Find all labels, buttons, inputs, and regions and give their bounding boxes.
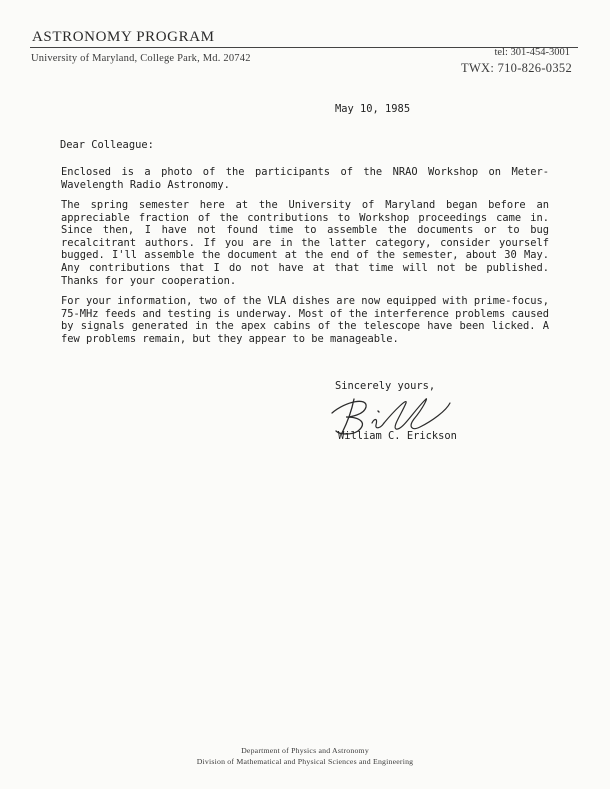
- letter-salutation: Dear Colleague:: [60, 139, 154, 151]
- letterhead-twx: TWX: 710-826-0352: [461, 61, 572, 75]
- letter-paragraph: Enclosed is a photo of the participants of the NRAO Workshop on Meter-Wavelength Radio Astronomy.: [61, 166, 549, 191]
- letter-paragraph: For your information, two of the VLA dishes are now equipped with prime-focus, 75-MHz feeds and testing is underway. Most of the interference problems caused by signals generated in the apex cabins of the telescope have been licked. A few problems remain, but they appear to be manageable.: [61, 295, 549, 345]
- letter-closing: Sincerely yours,: [335, 380, 436, 392]
- signer-name: William C. Erickson: [338, 430, 457, 442]
- footer-department: Department of Physics and Astronomy: [241, 746, 369, 755]
- letterhead-telephone: tel: 301-454-3001: [494, 47, 570, 58]
- letterhead-address: University of Maryland, College Park, Md. 20742: [31, 53, 251, 64]
- footer-division: Division of Mathematical and Physical Sciences and Engineering: [196, 757, 414, 766]
- letter-date: May 10, 1985: [335, 103, 411, 115]
- letterhead-title: ASTRONOMY PROGRAM: [32, 29, 215, 45]
- letter-paragraph: The spring semester here at the University of Maryland began before an appreciable fraction of the contributions to Workshop proceedings came in. Since then, I have not found time to assemble the documents or to bug recalcitrant authors. If you are in the latter category, consider yourself bugged. I'll assemble the document at the end of the semester, about 30 May. Any contributions that I do not have at that time will not be published. Thanks for your cooperation.: [61, 199, 549, 287]
